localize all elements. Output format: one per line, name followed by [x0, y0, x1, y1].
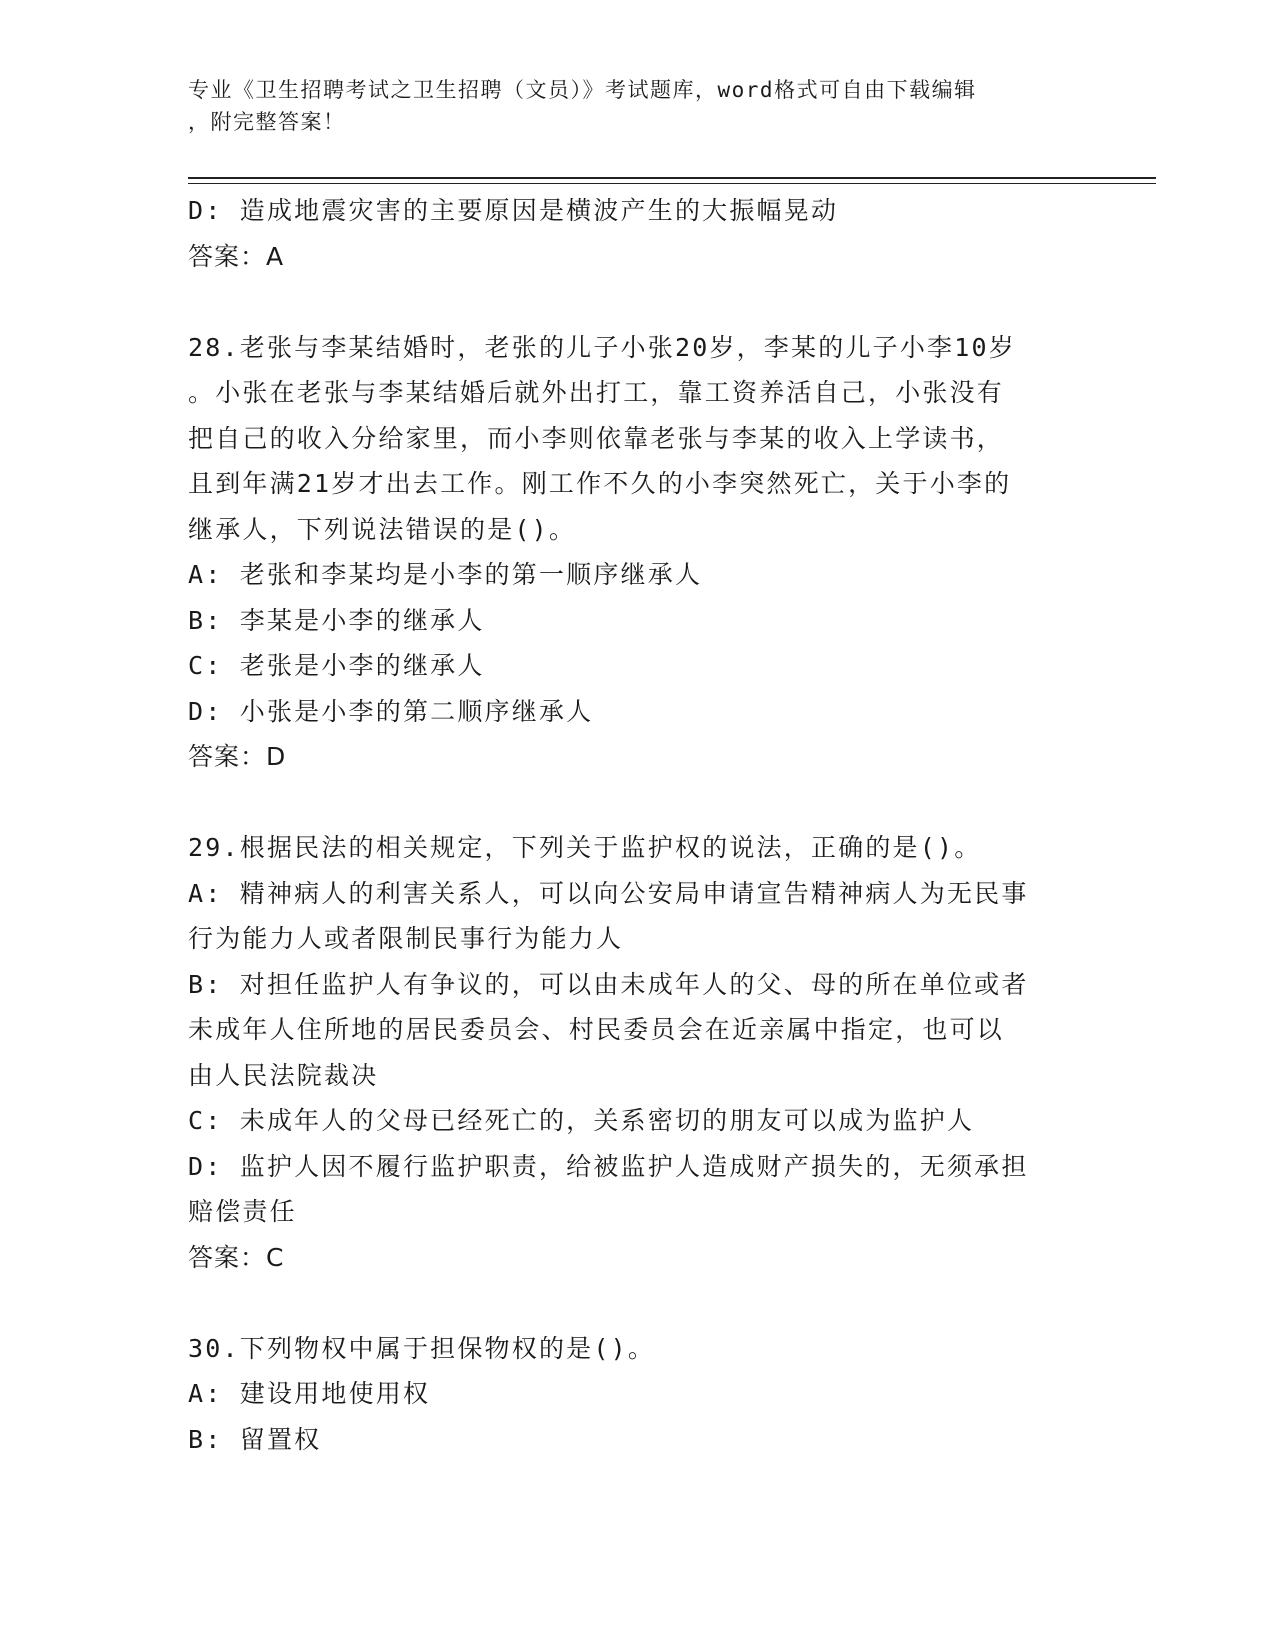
header-line: 专业《卫生招聘考试之卫生招聘（文员）》考试题库，word格式可自由下载编辑 — [188, 78, 977, 102]
option-d-line: D: 监护人因不履行监护职责，给被监护人造成财产损失的，无须承担 — [188, 1151, 1029, 1181]
option-b: B: 留置权 — [188, 1424, 322, 1454]
header-divider-thin — [188, 183, 1156, 184]
option-d: D: 造成地震灾害的主要原因是横波产生的大振幅晃动 — [188, 196, 839, 225]
answer-line: 答案：D — [188, 742, 287, 771]
option-b-line: B: 对担任监护人有争议的，可以由未成年人的父、母的所在单位或者 — [188, 969, 1029, 999]
option-a: A: 老张和李某均是小李的第一顺序继承人 — [188, 560, 703, 589]
question-stem: 29.根据民法的相关规定，下列关于监护权的说法，正确的是()。 — [188, 833, 982, 862]
option-a-line: A: 精神病人的利害关系人，可以向公安局申请宣告精神病人为无民事 — [188, 878, 1029, 908]
option-d: D: 小张是小李的第二顺序继承人 — [188, 696, 594, 726]
answer-line: 答案：C — [188, 1242, 285, 1272]
document-body — [188, 188, 1088, 1462]
question-stem-line: 且到年满21岁才出去工作。刚工作不久的小李突然死亡，关于小李的 — [188, 469, 1012, 498]
option-a-line: 行为能力人或者限制民事行为能力人 — [188, 924, 624, 953]
question-stem-line: 。小张在老张与李某结婚后就外出打工，靠工资养活自己，小张没有 — [188, 378, 1005, 407]
question-stem-line: 28.老张与李某结婚时，老张的儿子小张20岁，李某的儿子小李10岁 — [188, 332, 1016, 362]
option-c: C: 老张是小李的继承人 — [188, 651, 485, 680]
option-b-line: 未成年人住所地的居民委员会、村民委员会在近亲属中指定，也可以 — [188, 1015, 1005, 1044]
option-b: B: 李某是小李的继承人 — [188, 605, 485, 635]
option-b-line: 由人民法院裁决 — [188, 1060, 379, 1090]
document-header — [188, 74, 1068, 138]
question-stem-line: 把自己的收入分给家里，而小李则依靠老张与李某的收入上学读书， — [188, 423, 1005, 453]
header-divider — [188, 177, 1156, 179]
option-c: C: 未成年人的父母已经死亡的，关系密切的朋友可以成为监护人 — [188, 1106, 975, 1135]
header-line: ，附完整答案！ — [188, 110, 346, 134]
option-a: A: 建设用地使用权 — [188, 1379, 431, 1408]
question-stem: 30.下列物权中属于担保物权的是()。 — [188, 1333, 656, 1363]
question-stem-line: 继承人，下列说法错误的是()。 — [188, 514, 577, 544]
question-28 — [188, 325, 1088, 780]
answer-line: 答案：A — [188, 241, 285, 271]
option-d-line: 赔偿责任 — [188, 1197, 297, 1226]
question-29 — [188, 825, 1088, 1280]
question-30 — [188, 1326, 1088, 1463]
